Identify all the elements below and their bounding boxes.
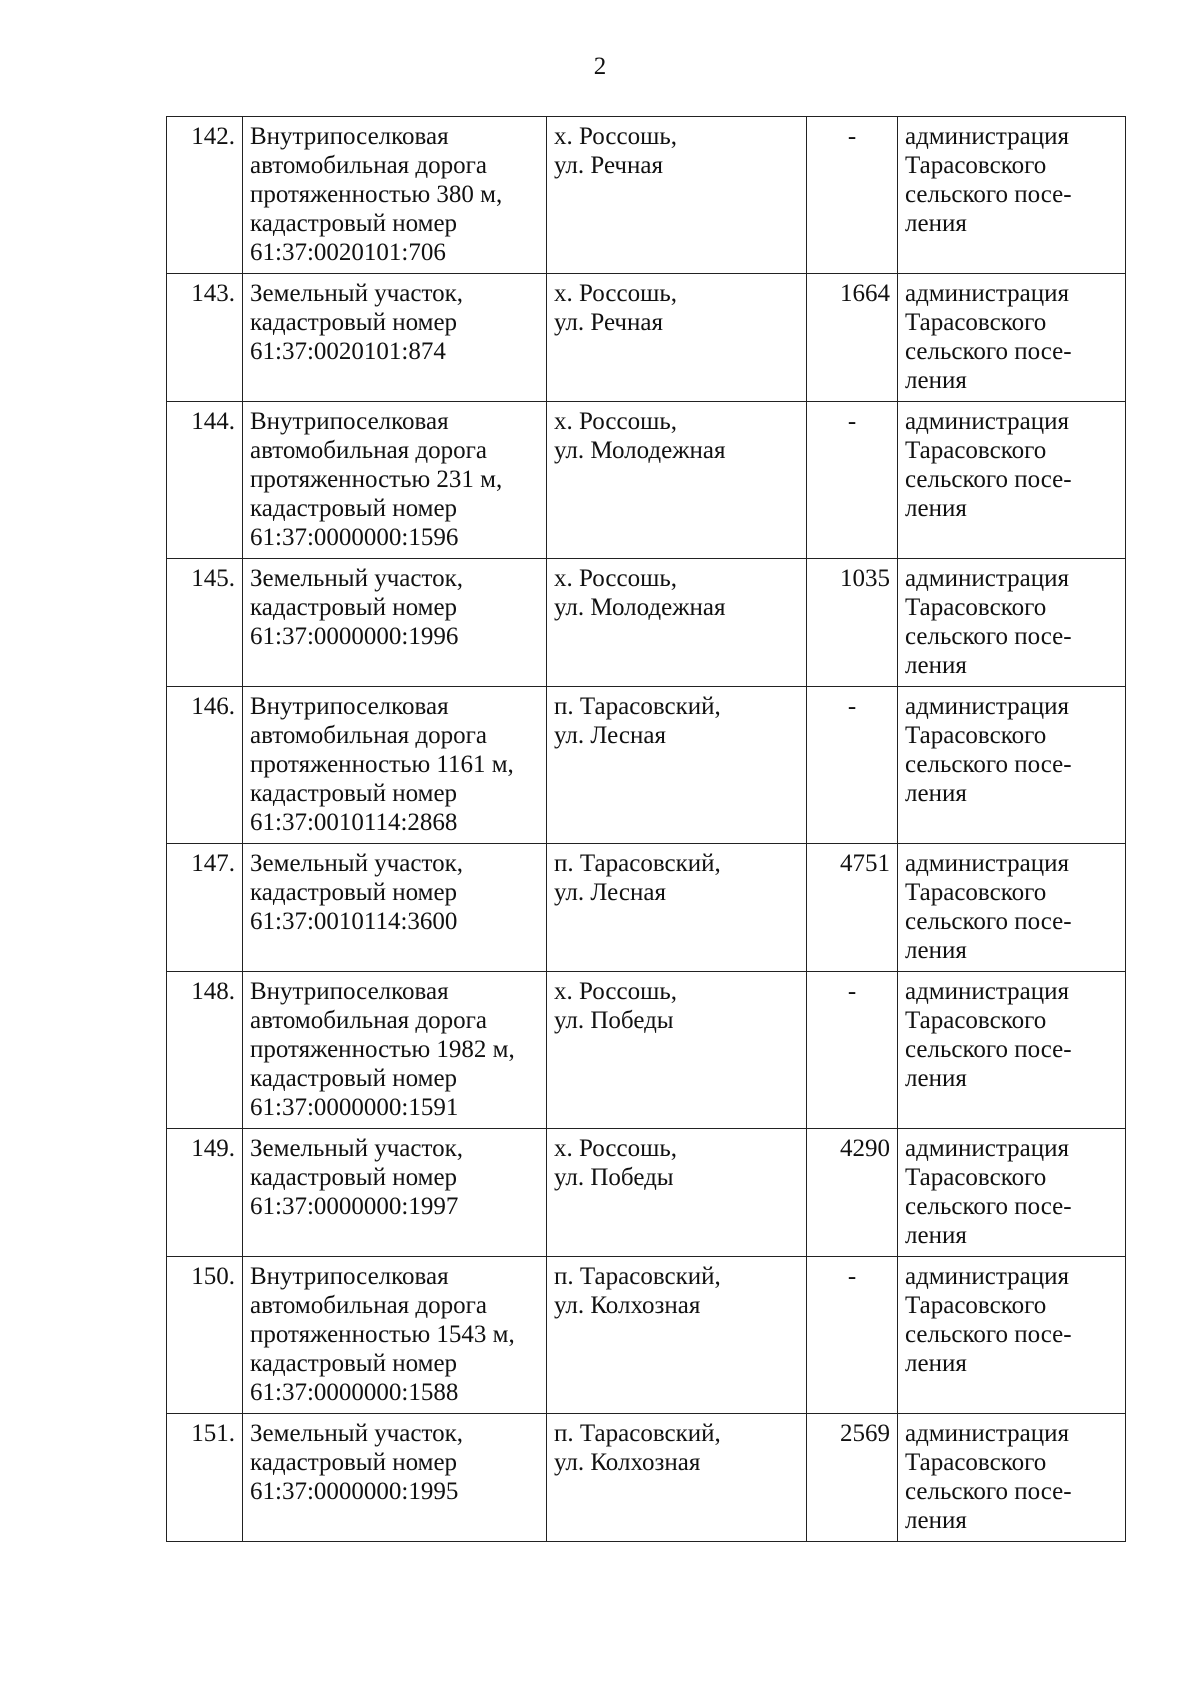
holder-line: Тарасовского — [905, 722, 1047, 749]
table-row — [167, 844, 1126, 972]
object-name-line: Земельный участок, — [250, 850, 463, 877]
address-line: х. Россошь, — [554, 565, 677, 592]
address-line: п. Тарасовский, — [554, 693, 721, 720]
object-name-line: 61:37:0000000:1591 — [250, 1094, 459, 1121]
object-name-line: кадастровый номер — [250, 594, 458, 621]
holder-line: ления — [905, 1222, 967, 1249]
holder-line: администрация — [905, 978, 1069, 1005]
address-line: х. Россошь, — [554, 408, 677, 435]
address-cell — [547, 117, 807, 274]
table-row — [167, 1129, 1126, 1257]
address-line: ул. Победы — [554, 1007, 674, 1034]
address-cell — [547, 402, 807, 559]
table-row — [167, 117, 1126, 274]
object-name-line: кадастровый номер — [250, 495, 458, 522]
object-name-cell — [243, 559, 547, 687]
holder-line: ления — [905, 652, 967, 679]
holder-cell — [898, 1414, 1126, 1542]
holder-line: сельского посе- — [905, 1478, 1072, 1505]
holder-line: ления — [905, 1350, 967, 1377]
address-line: ул. Молодежная — [554, 594, 726, 621]
area-cell: - — [807, 1257, 898, 1414]
holder-line: сельского посе- — [905, 751, 1072, 778]
object-name-line: протяженностью 231 м, — [250, 466, 503, 493]
holder-cell — [898, 844, 1126, 972]
holder-line: администрация — [905, 123, 1069, 150]
holder-cell — [898, 559, 1126, 687]
holder-line: Тарасовского — [905, 152, 1047, 179]
holder-line: Тарасовского — [905, 594, 1047, 621]
row-number: 145. — [167, 559, 243, 687]
row-number: 146. — [167, 687, 243, 844]
row-number: 149. — [167, 1129, 243, 1257]
object-name-cell — [243, 402, 547, 559]
area-cell: 2569 — [807, 1414, 898, 1542]
object-name-line: протяженностью 1543 м, — [250, 1321, 515, 1348]
holder-line: сельского посе- — [905, 338, 1072, 365]
object-name-line: автомобильная дорога — [250, 722, 487, 749]
object-name-line: Внутрипоселковая — [250, 978, 449, 1005]
address-cell — [547, 1414, 807, 1542]
address-line: х. Россошь, — [554, 123, 677, 150]
holder-cell — [898, 402, 1126, 559]
object-name-line: кадастровый номер — [250, 879, 458, 906]
holder-line: ления — [905, 780, 967, 807]
row-number: 147. — [167, 844, 243, 972]
object-name-cell — [243, 687, 547, 844]
holder-line: администрация — [905, 850, 1069, 877]
holder-cell — [898, 687, 1126, 844]
object-name-cell — [243, 844, 547, 972]
holder-line: Тарасовского — [905, 879, 1047, 906]
row-number: 143. — [167, 274, 243, 402]
holder-line: администрация — [905, 408, 1069, 435]
address-cell — [547, 559, 807, 687]
holder-line: сельского посе- — [905, 623, 1072, 650]
holder-line: Тарасовского — [905, 309, 1047, 336]
holder-line: ления — [905, 1507, 967, 1534]
page-number: 2 — [593, 53, 607, 80]
object-name-cell — [243, 274, 547, 402]
object-name-line: 61:37:0020101:874 — [250, 338, 446, 365]
holder-cell — [898, 972, 1126, 1129]
holder-line: ления — [905, 1065, 967, 1092]
object-name-line: Земельный участок, — [250, 280, 463, 307]
object-name-line: автомобильная дорога — [250, 1292, 487, 1319]
holder-line: сельского посе- — [905, 1036, 1072, 1063]
object-name-line: протяженностью 1982 м, — [250, 1036, 515, 1063]
address-cell — [547, 1129, 807, 1257]
holder-line: администрация — [905, 693, 1069, 720]
object-name-line: кадастровый номер — [250, 210, 458, 237]
holder-line: Тарасовского — [905, 1007, 1047, 1034]
address-line: п. Тарасовский, — [554, 1263, 721, 1290]
table-row — [167, 1257, 1126, 1414]
holder-line: ления — [905, 937, 967, 964]
holder-cell — [898, 117, 1126, 274]
holder-line: администрация — [905, 1263, 1069, 1290]
table-row — [167, 402, 1126, 559]
object-name-line: Внутрипоселковая — [250, 408, 449, 435]
registry-body — [167, 117, 1126, 1542]
object-name-line: 61:37:0000000:1995 — [250, 1478, 459, 1505]
holder-line: администрация — [905, 280, 1069, 307]
area-cell: - — [807, 687, 898, 844]
object-name-line: Земельный участок, — [250, 565, 463, 592]
object-name-cell — [243, 1414, 547, 1542]
holder-line: Тарасовского — [905, 1449, 1047, 1476]
holder-line: сельского посе- — [905, 181, 1072, 208]
object-name-line: 61:37:0010114:3600 — [250, 908, 458, 935]
holder-line: ления — [905, 367, 967, 394]
table-row — [167, 559, 1126, 687]
row-number: 142. — [167, 117, 243, 274]
holder-line: администрация — [905, 1420, 1069, 1447]
address-line: п. Тарасовский, — [554, 850, 721, 877]
address-line: ул. Колхозная — [554, 1449, 701, 1476]
table-row — [167, 274, 1126, 402]
holder-line: сельского посе- — [905, 1193, 1072, 1220]
object-name-cell — [243, 117, 547, 274]
address-cell — [547, 274, 807, 402]
address-line: х. Россошь, — [554, 1135, 677, 1162]
table-row — [167, 687, 1126, 844]
holder-line: сельского посе- — [905, 908, 1072, 935]
row-number: 144. — [167, 402, 243, 559]
property-registry-table — [166, 116, 1126, 1542]
object-name-line: 61:37:0000000:1996 — [250, 623, 459, 650]
holder-cell — [898, 274, 1126, 402]
area-cell: - — [807, 402, 898, 559]
holder-cell — [898, 1257, 1126, 1414]
object-name-cell — [243, 1257, 547, 1414]
holder-line: администрация — [905, 1135, 1069, 1162]
address-cell — [547, 844, 807, 972]
address-cell — [547, 1257, 807, 1414]
area-cell: - — [807, 972, 898, 1129]
object-name-line: 61:37:0010114:2868 — [250, 809, 458, 836]
object-name-line: кадастровый номер — [250, 1164, 458, 1191]
holder-line: Тарасовского — [905, 1292, 1047, 1319]
area-cell: - — [807, 117, 898, 274]
area-cell: 4751 — [807, 844, 898, 972]
holder-line: Тарасовского — [905, 437, 1047, 464]
holder-line: сельского посе- — [905, 1321, 1072, 1348]
address-line: х. Россошь, — [554, 280, 677, 307]
object-name-line: Земельный участок, — [250, 1420, 463, 1447]
address-line: ул. Молодежная — [554, 437, 726, 464]
address-line: ул. Речная — [554, 309, 663, 336]
address-cell — [547, 687, 807, 844]
object-name-line: 61:37:0000000:1588 — [250, 1379, 459, 1406]
area-cell: 1664 — [807, 274, 898, 402]
row-number: 150. — [167, 1257, 243, 1414]
object-name-line: 61:37:0000000:1596 — [250, 524, 459, 551]
object-name-line: Земельный участок, — [250, 1135, 463, 1162]
object-name-line: автомобильная дорога — [250, 1007, 487, 1034]
table-row — [167, 972, 1126, 1129]
holder-cell — [898, 1129, 1126, 1257]
object-name-line: кадастровый номер — [250, 1350, 458, 1377]
holder-line: сельского посе- — [905, 466, 1072, 493]
object-name-line: Внутрипоселковая — [250, 1263, 449, 1290]
area-cell: 1035 — [807, 559, 898, 687]
holder-line: администрация — [905, 565, 1069, 592]
table-row — [167, 1414, 1126, 1542]
object-name-line: протяженностью 1161 м, — [250, 751, 514, 778]
row-number: 148. — [167, 972, 243, 1129]
object-name-line: кадастровый номер — [250, 1449, 458, 1476]
object-name-line: автомобильная дорога — [250, 152, 487, 179]
address-line: ул. Колхозная — [554, 1292, 701, 1319]
object-name-line: кадастровый номер — [250, 309, 458, 336]
object-name-line: протяженностью 380 м, — [250, 181, 503, 208]
object-name-cell — [243, 972, 547, 1129]
address-line: ул. Победы — [554, 1164, 674, 1191]
address-line: ул. Речная — [554, 152, 663, 179]
object-name-line: 61:37:0000000:1997 — [250, 1193, 459, 1220]
area-cell: 4290 — [807, 1129, 898, 1257]
holder-line: ления — [905, 210, 967, 237]
object-name-line: кадастровый номер — [250, 780, 458, 807]
address-line: ул. Лесная — [554, 879, 666, 906]
holder-line: Тарасовского — [905, 1164, 1047, 1191]
address-cell — [547, 972, 807, 1129]
object-name-line: Внутрипоселковая — [250, 693, 449, 720]
row-number: 151. — [167, 1414, 243, 1542]
address-line: ул. Лесная — [554, 722, 666, 749]
object-name-line: кадастровый номер — [250, 1065, 458, 1092]
holder-line: ления — [905, 495, 967, 522]
object-name-cell — [243, 1129, 547, 1257]
object-name-line: Внутрипоселковая — [250, 123, 449, 150]
object-name-line: 61:37:0020101:706 — [250, 239, 446, 266]
address-line: х. Россошь, — [554, 978, 677, 1005]
object-name-line: автомобильная дорога — [250, 437, 487, 464]
address-line: п. Тарасовский, — [554, 1420, 721, 1447]
